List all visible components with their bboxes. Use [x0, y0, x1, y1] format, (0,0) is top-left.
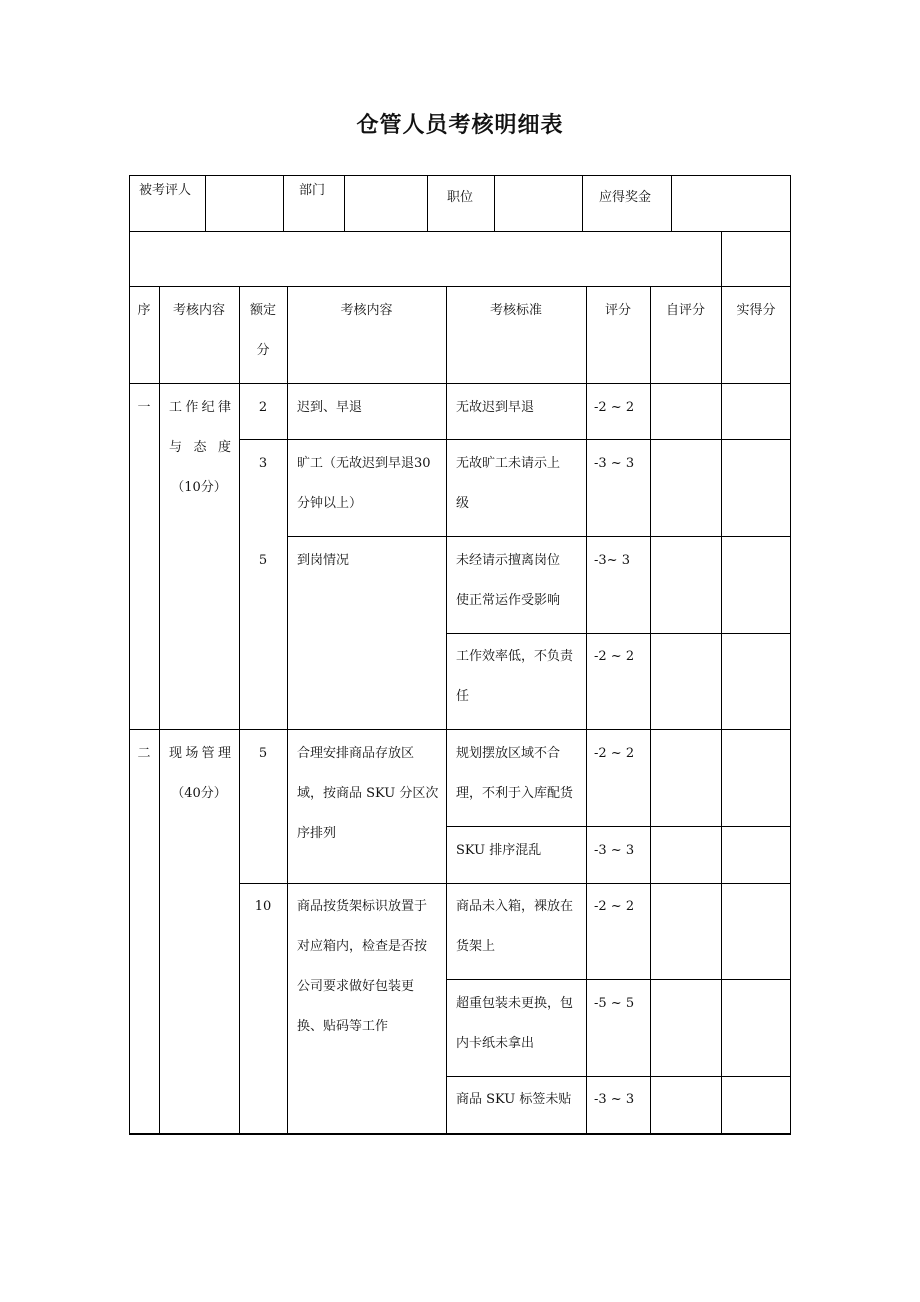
assessment-table [129, 175, 791, 1135]
position-label: 职位 [447, 190, 474, 205]
header-content: 考核内容 [340, 303, 393, 318]
standard-cell: SKU 排序混乱 [456, 843, 542, 858]
section-category-line: 与 态 度 [169, 440, 231, 455]
header-seq: 序 [137, 303, 151, 318]
score-cell: -3 ~ 3 [594, 1092, 635, 1107]
content-cell: 迟到、早退 [297, 400, 363, 415]
section-category-line: 现场管理 [169, 746, 231, 761]
standard-cell: 无故旷工未请示上 级 [456, 456, 561, 511]
header-self-score: 自评分 [665, 303, 705, 318]
quota-cell: 5 [258, 746, 268, 761]
standard-cell: 商品 SKU 标签未贴 [456, 1092, 572, 1107]
header-standard: 考核标准 [489, 303, 542, 318]
header-score: 评分 [604, 303, 631, 318]
quota-cell: 2 [258, 400, 268, 415]
page-title: 仓管人员考核明细表 [356, 113, 564, 138]
score-cell: -3 ~ 3 [594, 843, 635, 858]
score-cell: -2 ~ 2 [594, 400, 635, 415]
section-category-line: （40分） [171, 786, 227, 801]
evaluatee-label: 被考评人 [139, 183, 192, 198]
actual-score-input[interactable] [722, 384, 790, 439]
standard-cell: 工作效率低，不负责 任 [456, 649, 574, 704]
standard-cell: 无故迟到早退 [456, 400, 535, 415]
score-cell: -3~ 3 [594, 553, 630, 568]
content-cell: 旷工（无故迟到早退30 分钟以上） [297, 456, 431, 511]
section-category-line: 工作纪律 [169, 400, 231, 415]
section-category-line: （10分） [171, 480, 227, 495]
quota-cell: 5 [258, 553, 268, 568]
score-cell: -5 ~ 5 [594, 996, 635, 1011]
header-quota: 额定 分 [249, 303, 276, 358]
standard-cell: 商品未入箱，裸放在 货架上 [456, 899, 574, 954]
department-label: 部门 [299, 183, 326, 198]
quota-cell: 3 [258, 456, 268, 471]
quota-cell: 10 [254, 899, 272, 914]
score-cell: -2 ~ 2 [594, 649, 635, 664]
section-seq: 一 [137, 400, 151, 415]
section-seq: 二 [137, 746, 151, 761]
bonus-label: 应得奖金 [599, 190, 652, 205]
standard-cell: 未经请示擅离岗位 使正常运作受影响 [456, 553, 561, 608]
score-cell: -3 ~ 3 [594, 456, 635, 471]
self-score-input[interactable] [651, 384, 720, 439]
content-cell: 商品按货架标识放置于 对应箱内，检查是否按 公司要求做好包装更 换、贴码等工作 [297, 899, 428, 1034]
standard-cell: 规划摆放区域不合 理，不利于入库配货 [456, 746, 574, 801]
content-cell: 合理安排商品存放区 域，按商品 SKU 分区次 序排列 [297, 746, 439, 841]
standard-cell: 超重包装未更换，包 内卡纸未拿出 [456, 996, 574, 1051]
score-cell: -2 ~ 2 [594, 899, 635, 914]
content-cell: 到岗情况 [297, 553, 350, 568]
score-cell: -2 ~ 2 [594, 746, 635, 761]
header-category: 考核内容 [172, 303, 225, 318]
header-actual: 实得分 [736, 303, 776, 318]
